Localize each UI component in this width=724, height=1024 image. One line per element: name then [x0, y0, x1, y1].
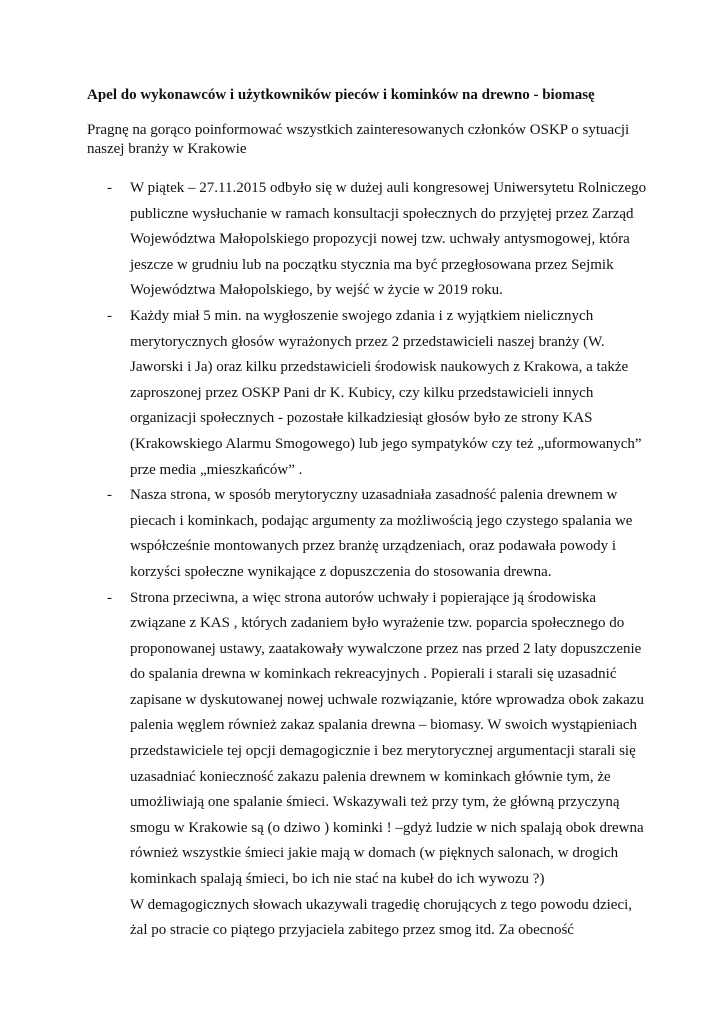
bullet-marker: -	[107, 307, 112, 324]
bullet-line: współcześnie montowanych przez branżę urządzeniach, oraz podawała powody i	[130, 538, 617, 555]
document-title: Apel do wykonawców i użytkowników pieców i kominków na drewno - biomasę	[87, 87, 595, 103]
bullet-line: Województwa Małopolskiego propozycji nowej tzw. uchwały antysmogowej, która	[130, 231, 630, 248]
bullet-line: Jaworski i Ja) oraz kilku przedstawicieli środowisk naukowych z Krakowa, a także	[130, 359, 629, 376]
bullet-item-opposing-side	[0, 586, 642, 944]
bullet-line: Nasza strona, w sposób merytoryczny uzasadniała zasadność palenia drewnem w	[130, 487, 618, 504]
bullet-line: prze media „mieszkańców” .	[130, 461, 303, 478]
bullet-line: organizacji społecznych - pozostałe kilkadziesiąt głosów było ze strony KAS	[130, 410, 593, 427]
bullet-line: związane z KAS , których zadaniem było wyrażenie tzw. poparcia społecznego do	[130, 615, 625, 632]
bullet-item-our-side	[0, 483, 642, 585]
bullet-line: umożliwiają one spalanie śmieci. Wskazywali też przy tym, że główną przyczyną	[130, 794, 620, 811]
bullet-line: uzasadniać konieczność zakazu palenia drewnem w kominkach głównie tym, że	[130, 768, 611, 785]
bullet-line: Każdy miał 5 min. na wygłoszenie swojego zdania i z wyjątkiem nielicznych	[130, 307, 594, 324]
bullet-line: jeszcze w grudniu lub na początku stycznia ma być przegłosowana przez Sejmik	[130, 256, 614, 273]
intro-line: Pragnę na gorąco poinformować wszystkich zainteresowanych członków OSKP o sytuacji	[87, 122, 630, 138]
intro-line: naszej branży w Krakowie	[87, 141, 247, 157]
bullet-line: zaproszonej przez OSKP Pani dr K. Kubicy, czy kilku przedstawicieli innych	[130, 384, 594, 401]
bullet-line: proponowanej ustawy, zaatakowały wywalczone przez nas przed 2 laty dopuszczenie	[130, 640, 642, 657]
bullet-line: merytorycznych głosów wyrażonych przez 2 przedstawicieli naszej branży (W.	[130, 333, 605, 350]
bullet-line: W piątek – 27.11.2015 odbyło się w dużej auli kongresowej Uniwersytetu Rolniczego	[130, 180, 647, 196]
bullet-line: korzyści społeczne wynikające z dopuszczenia do stosowania drewna.	[130, 563, 552, 580]
bullet-marker: -	[107, 180, 112, 196]
bullet-list	[0, 176, 724, 944]
bullet-line: żal po stracie co piątego przyjaciela zabitego przez smog itd. Za obecność	[130, 922, 574, 939]
bullet-item-hearing	[0, 176, 647, 304]
bullet-line: zapisane w dyskutowanej nowej uchwale rozwiązanie, które wprowadza obok zakazu	[130, 691, 644, 708]
bullet-line: kominkach spalają śmieci, bo ich nie stać na kubeł do ich wywozu ?)	[130, 871, 545, 888]
bullet-item-speakers	[0, 304, 642, 483]
bullet-line: smogu w Krakowie są (o dziwo ) kominki ! –gdyż ludzie w nich spalają obok drewna	[130, 819, 644, 836]
bullet-line: przedstawiciele tej opcji demagogicznie i bez merytorycznej argumentacji starali się	[130, 743, 636, 760]
bullet-line: palenia węglem również zakaz spalania drewna – biomasy. W swoich wystąpieniach	[130, 717, 638, 734]
bullet-line: publiczne wysłuchanie w ramach konsultacji społecznych do przyjętej przez Zarząd	[130, 205, 634, 222]
bullet-line: również wszystkie śmieci jakie mają w domach (w pięknych salonach, w drogich	[130, 845, 619, 862]
intro-paragraph	[87, 121, 647, 159]
bullet-line: (Krakowskiego Alarmu Smogowego) lub jego sympatyków czy też „uformowanych”	[130, 435, 642, 452]
bullet-marker: -	[107, 487, 112, 504]
bullet-line: do spalania drewna w kominkach rekreacyjnych . Popierali i starali się uzasadnić	[130, 666, 617, 683]
bullet-marker: -	[107, 589, 112, 606]
bullet-line: Strona przeciwna, a więc strona autorów uchwały i popierające ją środowiska	[130, 589, 597, 606]
bullet-line: piecach i kominkach, podając argumenty za możliwością jego czystego spalania we	[130, 512, 633, 529]
bullet-line: W demagogicznych słowach ukazywali tragedię chorujących z tego powodu dzieci,	[130, 896, 633, 913]
bullet-line: Województwa Małopolskiego, by wejść w życie w 2019 roku.	[130, 282, 503, 299]
